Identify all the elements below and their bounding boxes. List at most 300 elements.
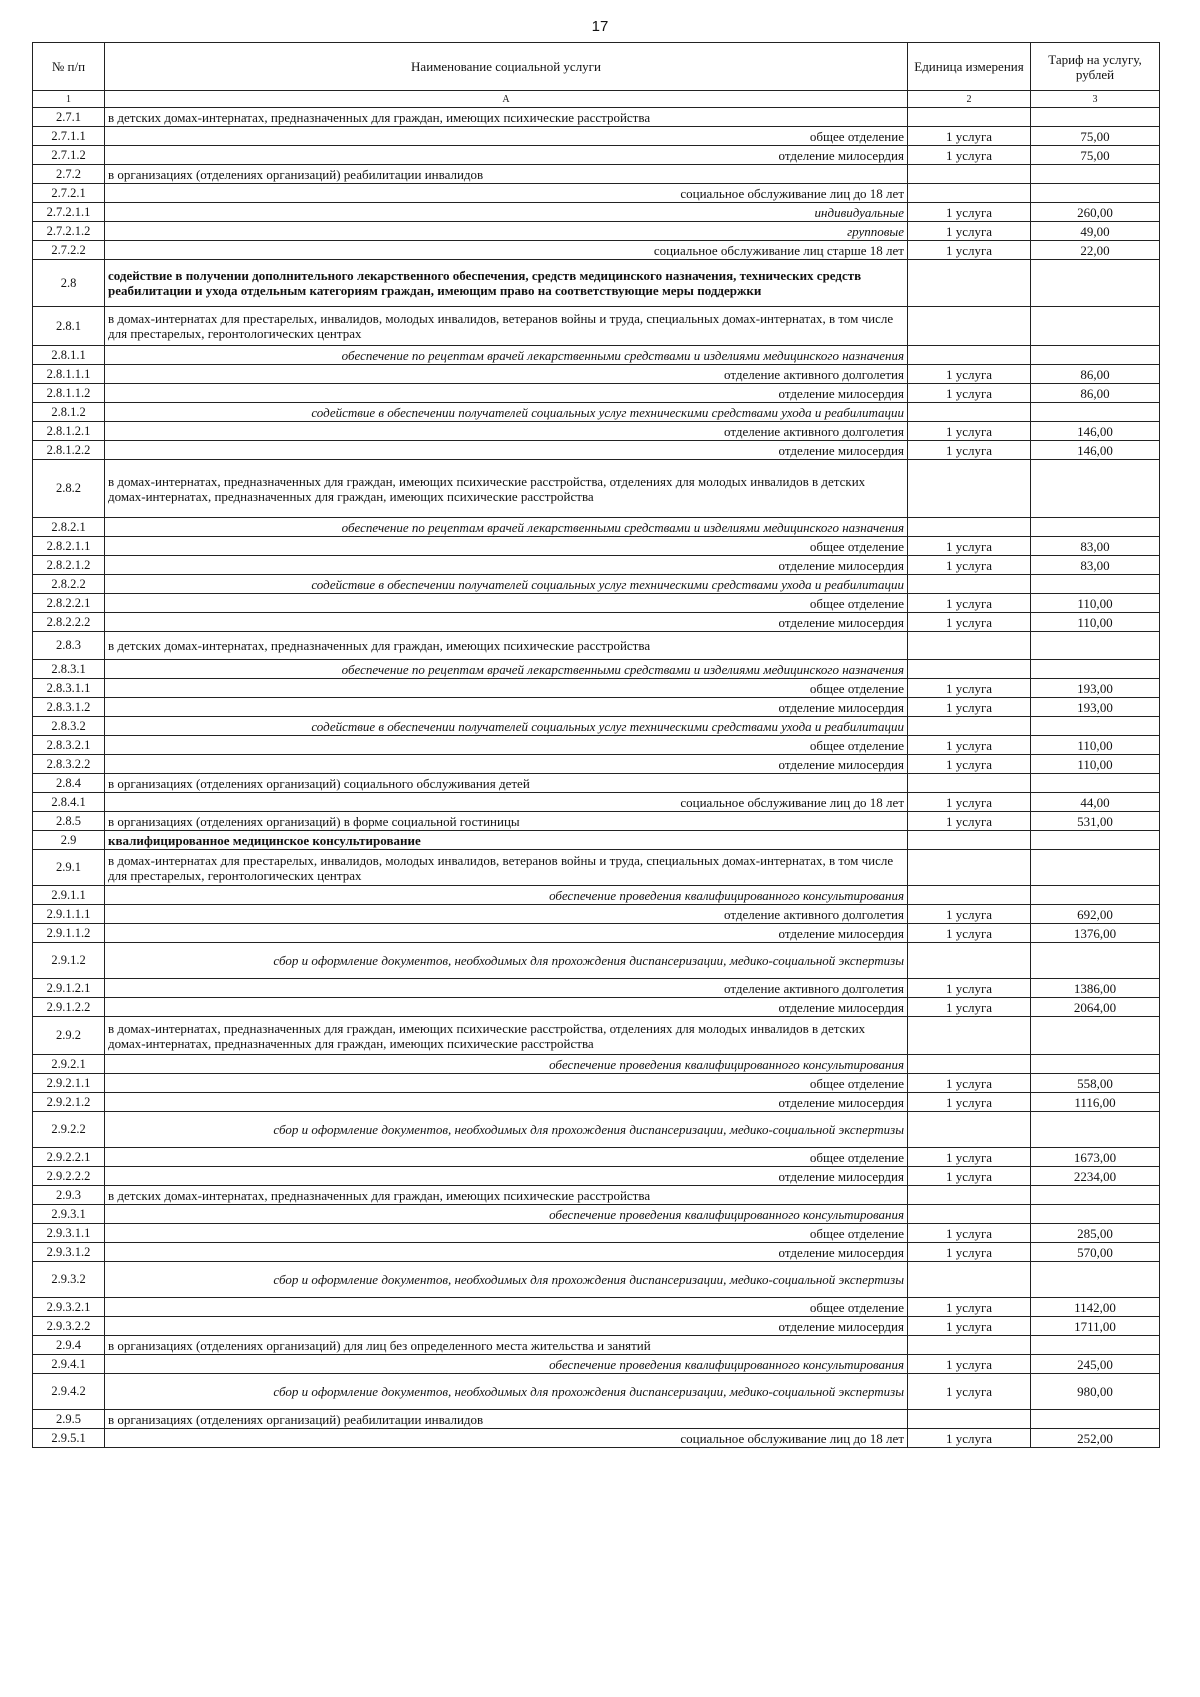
unit-of-measure: 1 услуга xyxy=(908,1298,1031,1317)
tariff-value: 1711,00 xyxy=(1031,1317,1160,1336)
table-row xyxy=(33,1093,1160,1112)
tariff-value: 1386,00 xyxy=(1031,979,1160,998)
tariff-value: 692,00 xyxy=(1031,905,1160,924)
service-name: социальное обслуживание лиц старше 18 лет xyxy=(105,241,908,260)
row-number: 2.7.1.2 xyxy=(33,146,105,165)
service-name: обеспечение проведения квалифицированного консультирования xyxy=(105,1055,908,1074)
tariff-value xyxy=(1031,1336,1160,1355)
table-row xyxy=(33,1374,1160,1410)
tariff-value xyxy=(1031,1262,1160,1298)
tariff-value xyxy=(1031,165,1160,184)
unit-of-measure: 1 услуга xyxy=(908,537,1031,556)
row-number: 2.9.1.2.2 xyxy=(33,998,105,1017)
unit-of-measure: 1 услуга xyxy=(908,1224,1031,1243)
table-row xyxy=(33,537,1160,556)
table-row xyxy=(33,793,1160,812)
unit-of-measure: 1 услуга xyxy=(908,556,1031,575)
table-row xyxy=(33,441,1160,460)
row-number: 2.9.3.2.2 xyxy=(33,1317,105,1336)
unit-of-measure xyxy=(908,1186,1031,1205)
unit-of-measure xyxy=(908,460,1031,518)
unit-of-measure xyxy=(908,403,1031,422)
table-row xyxy=(33,1298,1160,1317)
unit-of-measure: 1 услуга xyxy=(908,905,1031,924)
row-number: 2.8.2.2 xyxy=(33,575,105,594)
table-row xyxy=(33,422,1160,441)
unit-of-measure: 1 услуга xyxy=(908,1093,1031,1112)
unit-of-measure xyxy=(908,184,1031,203)
tariff-value: 22,00 xyxy=(1031,241,1160,260)
tariff-value xyxy=(1031,260,1160,307)
tariff-value xyxy=(1031,518,1160,537)
table-row xyxy=(33,1205,1160,1224)
row-number: 2.8.1.2 xyxy=(33,403,105,422)
table-row xyxy=(33,905,1160,924)
tariff-value: 2064,00 xyxy=(1031,998,1160,1017)
row-number: 2.8.2.1.1 xyxy=(33,537,105,556)
row-number: 2.9.1.1 xyxy=(33,886,105,905)
row-number: 2.8.1.2.1 xyxy=(33,422,105,441)
unit-of-measure: 1 услуга xyxy=(908,613,1031,632)
unit-of-measure xyxy=(908,660,1031,679)
tariff-value xyxy=(1031,1410,1160,1429)
unit-of-measure xyxy=(908,165,1031,184)
row-number: 2.8.4 xyxy=(33,774,105,793)
row-number: 2.8.3.1.1 xyxy=(33,679,105,698)
table-row xyxy=(33,1355,1160,1374)
unit-of-measure: 1 услуга xyxy=(908,127,1031,146)
service-name: отделение милосердия xyxy=(105,613,908,632)
unit-of-measure: 1 услуга xyxy=(908,365,1031,384)
unit-of-measure: 1 услуга xyxy=(908,1429,1031,1448)
service-name: общее отделение xyxy=(105,594,908,613)
unit-of-measure xyxy=(908,518,1031,537)
row-number: 2.8.1.1.2 xyxy=(33,384,105,403)
unit-of-measure xyxy=(908,346,1031,365)
unit-of-measure xyxy=(908,1112,1031,1148)
table-row xyxy=(33,924,1160,943)
tariff-value xyxy=(1031,774,1160,793)
tariff-value: 285,00 xyxy=(1031,1224,1160,1243)
unit-of-measure: 1 услуга xyxy=(908,222,1031,241)
table-row xyxy=(33,594,1160,613)
tariff-value: 531,00 xyxy=(1031,812,1160,831)
service-name: сбор и оформление документов, необходимых для прохождения диспансеризации, медико-социальной экспертизы xyxy=(105,1374,908,1410)
row-number: 2.7.2 xyxy=(33,165,105,184)
service-name: содействие в обеспечении получателей социальных услуг техническими средствами ухода и реабилитации xyxy=(105,717,908,736)
unit-of-measure: 1 услуга xyxy=(908,1074,1031,1093)
table-row xyxy=(33,146,1160,165)
service-name: обеспечение по рецептам врачей лекарственными средствами и изделиями медицинского назначения xyxy=(105,660,908,679)
row-number: 2.9.2.2 xyxy=(33,1112,105,1148)
service-name: в организациях (отделениях организаций) реабилитации инвалидов xyxy=(105,1410,908,1429)
service-name: содействие в обеспечении получателей социальных услуг техническими средствами ухода и реабилитации xyxy=(105,403,908,422)
row-number: 2.7.2.1 xyxy=(33,184,105,203)
service-name: обеспечение проведения квалифицированного консультирования xyxy=(105,1355,908,1374)
table-row xyxy=(33,307,1160,346)
unit-of-measure xyxy=(908,307,1031,346)
service-name: отделение милосердия xyxy=(105,755,908,774)
service-name: отделение активного долголетия xyxy=(105,422,908,441)
service-name: в организациях (отделениях организаций) социального обслуживания детей xyxy=(105,774,908,793)
service-name: в домах-интернатах, предназначенных для граждан, имеющих психические расстройства, отделениях для молодых инвалидов в детских домах-интернатах, предназначенных для граждан, имеющих психические расстройства xyxy=(105,460,908,518)
unit-of-measure: 1 услуга xyxy=(908,203,1031,222)
tariff-value xyxy=(1031,403,1160,422)
service-name: сбор и оформление документов, необходимых для прохождения диспансеризации, медико-социальной экспертизы xyxy=(105,1262,908,1298)
table-row xyxy=(33,403,1160,422)
tariff-value xyxy=(1031,575,1160,594)
table-row xyxy=(33,346,1160,365)
unit-of-measure: 1 услуга xyxy=(908,384,1031,403)
service-name: социальное обслуживание лиц до 18 лет xyxy=(105,1429,908,1448)
tariff-value: 1376,00 xyxy=(1031,924,1160,943)
table-row xyxy=(33,812,1160,831)
table-row xyxy=(33,717,1160,736)
tariff-value xyxy=(1031,886,1160,905)
table-row xyxy=(33,365,1160,384)
tariff-value xyxy=(1031,346,1160,365)
row-number: 2.9 xyxy=(33,831,105,850)
service-name: общее отделение xyxy=(105,1074,908,1093)
unit-of-measure: 1 услуга xyxy=(908,1374,1031,1410)
service-name: отделение активного долголетия xyxy=(105,905,908,924)
table-row xyxy=(33,1317,1160,1336)
unit-of-measure: 1 услуга xyxy=(908,1243,1031,1262)
column-index-cell: 1 xyxy=(33,91,105,108)
row-number: 2.8.1 xyxy=(33,307,105,346)
unit-of-measure: 1 услуга xyxy=(908,755,1031,774)
row-number: 2.9.1.2 xyxy=(33,943,105,979)
row-number: 2.9.1 xyxy=(33,850,105,886)
table-row xyxy=(33,241,1160,260)
tariff-value: 558,00 xyxy=(1031,1074,1160,1093)
table-row xyxy=(33,1017,1160,1055)
unit-of-measure xyxy=(908,260,1031,307)
unit-of-measure xyxy=(908,1336,1031,1355)
tariff-value: 86,00 xyxy=(1031,365,1160,384)
row-number: 2.9.3.1 xyxy=(33,1205,105,1224)
service-name: в домах-интернатах для престарелых, инвалидов, молодых инвалидов, ветеранов войны и труда, специальных домах-интернатах, в том числе для престарелых, геронтологических центрах xyxy=(105,850,908,886)
column-index-cell: А xyxy=(105,91,908,108)
service-name: обеспечение проведения квалифицированного консультирования xyxy=(105,886,908,905)
tariff-value: 2234,00 xyxy=(1031,1167,1160,1186)
table-row xyxy=(33,979,1160,998)
service-name: отделение милосердия xyxy=(105,146,908,165)
service-name: обеспечение по рецептам врачей лекарственными средствами и изделиями медицинского назначения xyxy=(105,346,908,365)
row-number: 2.9.1.2.1 xyxy=(33,979,105,998)
header-unit: Единица измерения xyxy=(908,43,1031,91)
unit-of-measure xyxy=(908,831,1031,850)
table-row xyxy=(33,1224,1160,1243)
unit-of-measure xyxy=(908,943,1031,979)
row-number: 2.9.2.1 xyxy=(33,1055,105,1074)
unit-of-measure: 1 услуга xyxy=(908,698,1031,717)
unit-of-measure: 1 услуга xyxy=(908,1167,1031,1186)
service-name: отделение милосердия xyxy=(105,698,908,717)
table-row xyxy=(33,108,1160,127)
unit-of-measure: 1 услуга xyxy=(908,422,1031,441)
tariff-value: 110,00 xyxy=(1031,613,1160,632)
tariff-value: 245,00 xyxy=(1031,1355,1160,1374)
page-number: 17 xyxy=(591,18,609,35)
table-row xyxy=(33,1148,1160,1167)
row-number: 2.7.2.2 xyxy=(33,241,105,260)
row-number: 2.8.2.2.2 xyxy=(33,613,105,632)
unit-of-measure: 1 услуга xyxy=(908,1317,1031,1336)
row-number: 2.8.3.1.2 xyxy=(33,698,105,717)
tariff-value xyxy=(1031,307,1160,346)
header-service-name: Наименование социальной услуги xyxy=(105,43,908,91)
service-name: отделение милосердия xyxy=(105,998,908,1017)
service-name: сбор и оформление документов, необходимых для прохождения диспансеризации, медико-социальной экспертизы xyxy=(105,943,908,979)
service-name: общее отделение xyxy=(105,1148,908,1167)
unit-of-measure xyxy=(908,886,1031,905)
unit-of-measure: 1 услуга xyxy=(908,241,1031,260)
table-row xyxy=(33,575,1160,594)
table-row xyxy=(33,1243,1160,1262)
tariff-value xyxy=(1031,1017,1160,1055)
service-name: социальное обслуживание лиц до 18 лет xyxy=(105,184,908,203)
table-row xyxy=(33,660,1160,679)
tariff-value: 146,00 xyxy=(1031,422,1160,441)
unit-of-measure: 1 услуга xyxy=(908,594,1031,613)
table-row xyxy=(33,1262,1160,1298)
tariff-value: 49,00 xyxy=(1031,222,1160,241)
service-name: в домах-интернатах для престарелых, инвалидов, молодых инвалидов, ветеранов войны и труда, специальных домах-интернатах, в том числе для престарелых, геронтологических центрах xyxy=(105,307,908,346)
service-name: общее отделение xyxy=(105,127,908,146)
unit-of-measure xyxy=(908,774,1031,793)
table-row xyxy=(33,556,1160,575)
table-row xyxy=(33,127,1160,146)
column-index-cell: 2 xyxy=(908,91,1031,108)
unit-of-measure xyxy=(908,632,1031,660)
table-row xyxy=(33,998,1160,1017)
service-name: социальное обслуживание лиц до 18 лет xyxy=(105,793,908,812)
row-number: 2.9.3.1.2 xyxy=(33,1243,105,1262)
unit-of-measure: 1 услуга xyxy=(908,793,1031,812)
tariff-value: 570,00 xyxy=(1031,1243,1160,1262)
tariff-value xyxy=(1031,108,1160,127)
tariff-value: 83,00 xyxy=(1031,556,1160,575)
unit-of-measure: 1 услуга xyxy=(908,1355,1031,1374)
tariff-value: 1673,00 xyxy=(1031,1148,1160,1167)
row-number: 2.9.3 xyxy=(33,1186,105,1205)
row-number: 2.9.3.2.1 xyxy=(33,1298,105,1317)
service-name: сбор и оформление документов, необходимых для прохождения диспансеризации, медико-социальной экспертизы xyxy=(105,1112,908,1148)
header-num: № п/п xyxy=(33,43,105,91)
tariff-value xyxy=(1031,943,1160,979)
row-number: 2.8.2.2.1 xyxy=(33,594,105,613)
table-row xyxy=(33,943,1160,979)
tariff-table xyxy=(32,42,1160,1448)
tariff-value xyxy=(1031,850,1160,886)
table-row xyxy=(33,165,1160,184)
row-number: 2.8.1.2.2 xyxy=(33,441,105,460)
table-row xyxy=(33,1112,1160,1148)
row-number: 2.8.3.1 xyxy=(33,660,105,679)
service-name: обеспечение проведения квалифицированного консультирования xyxy=(105,1205,908,1224)
tariff-value: 86,00 xyxy=(1031,384,1160,403)
table-row xyxy=(33,850,1160,886)
tariff-value: 1142,00 xyxy=(1031,1298,1160,1317)
tariff-value: 110,00 xyxy=(1031,736,1160,755)
row-number: 2.8.2.1 xyxy=(33,518,105,537)
table-row xyxy=(33,831,1160,850)
row-number: 2.8.3.2.2 xyxy=(33,755,105,774)
unit-of-measure xyxy=(908,1205,1031,1224)
service-name: содействие в получении дополнительного лекарственного обеспечения, средств медицинского назначения, технических средств реабилитации и ухода отдельным категориям граждан, имеющим право на соответствующие меры поддержки xyxy=(105,260,908,307)
row-number: 2.9.1.1.2 xyxy=(33,924,105,943)
tariff-value xyxy=(1031,1205,1160,1224)
service-name: отделение милосердия xyxy=(105,1243,908,1262)
tariff-value: 1116,00 xyxy=(1031,1093,1160,1112)
unit-of-measure xyxy=(908,1410,1031,1429)
table-row xyxy=(33,518,1160,537)
row-number: 2.8.1.1 xyxy=(33,346,105,365)
tariff-value xyxy=(1031,717,1160,736)
service-name: общее отделение xyxy=(105,537,908,556)
service-name: отделение милосердия xyxy=(105,384,908,403)
tariff-value xyxy=(1031,184,1160,203)
row-number: 2.7.2.1.1 xyxy=(33,203,105,222)
tariff-value: 193,00 xyxy=(1031,698,1160,717)
row-number: 2.7.1 xyxy=(33,108,105,127)
column-index-cell: 3 xyxy=(1031,91,1160,108)
table-row xyxy=(33,613,1160,632)
table-body xyxy=(33,108,1160,1448)
table-row xyxy=(33,886,1160,905)
table-row xyxy=(33,384,1160,403)
service-name: отделение активного долголетия xyxy=(105,979,908,998)
service-name: отделение милосердия xyxy=(105,1317,908,1336)
service-name: обеспечение по рецептам врачей лекарственными средствами и изделиями медицинского назначения xyxy=(105,518,908,537)
service-name: общее отделение xyxy=(105,1224,908,1243)
column-index-row xyxy=(33,91,1160,108)
row-number: 2.8.2 xyxy=(33,460,105,518)
table-row xyxy=(33,774,1160,793)
row-number: 2.9.5 xyxy=(33,1410,105,1429)
row-number: 2.8.1.1.1 xyxy=(33,365,105,384)
table-header-row xyxy=(33,43,1160,91)
row-number: 2.9.1.1.1 xyxy=(33,905,105,924)
row-number: 2.9.3.2 xyxy=(33,1262,105,1298)
row-number: 2.9.2.2.1 xyxy=(33,1148,105,1167)
service-name: содействие в обеспечении получателей социальных услуг техническими средствами ухода и реабилитации xyxy=(105,575,908,594)
unit-of-measure xyxy=(908,575,1031,594)
unit-of-measure xyxy=(908,1017,1031,1055)
unit-of-measure: 1 услуга xyxy=(908,679,1031,698)
service-name: групповые xyxy=(105,222,908,241)
tariff-value: 146,00 xyxy=(1031,441,1160,460)
row-number: 2.8.5 xyxy=(33,812,105,831)
row-number: 2.9.2.2.2 xyxy=(33,1167,105,1186)
service-name: квалифицированное медицинское консультирование xyxy=(105,831,908,850)
row-number: 2.9.4.2 xyxy=(33,1374,105,1410)
service-name: общее отделение xyxy=(105,736,908,755)
unit-of-measure xyxy=(908,1262,1031,1298)
tariff-value: 83,00 xyxy=(1031,537,1160,556)
unit-of-measure xyxy=(908,108,1031,127)
unit-of-measure xyxy=(908,850,1031,886)
service-name: в организациях (отделениях организаций) реабилитации инвалидов xyxy=(105,165,908,184)
service-name: отделение милосердия xyxy=(105,1093,908,1112)
table-row xyxy=(33,1410,1160,1429)
service-name: в детских домах-интернатах, предназначенных для граждан, имеющих психические расстройства xyxy=(105,632,908,660)
service-name: в детских домах-интернатах, предназначенных для граждан, имеющих психические расстройства xyxy=(105,1186,908,1205)
header-tariff: Тариф на услугу, рублей xyxy=(1031,43,1160,91)
tariff-value xyxy=(1031,1055,1160,1074)
service-name: в домах-интернатах, предназначенных для граждан, имеющих психические расстройства, отделениях для молодых инвалидов в детских домах-интернатах, предназначенных для граждан, имеющих психические расстройства xyxy=(105,1017,908,1055)
service-name: отделение милосердия xyxy=(105,556,908,575)
tariff-value: 75,00 xyxy=(1031,127,1160,146)
table-row xyxy=(33,203,1160,222)
unit-of-measure xyxy=(908,1055,1031,1074)
table-row xyxy=(33,1055,1160,1074)
row-number: 2.8.2.1.2 xyxy=(33,556,105,575)
tariff-value: 110,00 xyxy=(1031,755,1160,774)
table-row xyxy=(33,1074,1160,1093)
tariff-value xyxy=(1031,660,1160,679)
tariff-value: 980,00 xyxy=(1031,1374,1160,1410)
table-row xyxy=(33,1167,1160,1186)
unit-of-measure: 1 услуга xyxy=(908,979,1031,998)
tariff-value xyxy=(1031,1186,1160,1205)
unit-of-measure: 1 услуга xyxy=(908,1148,1031,1167)
table-row xyxy=(33,1336,1160,1355)
unit-of-measure: 1 услуга xyxy=(908,146,1031,165)
row-number: 2.7.1.1 xyxy=(33,127,105,146)
table-row xyxy=(33,222,1160,241)
unit-of-measure: 1 услуга xyxy=(908,812,1031,831)
tariff-value: 193,00 xyxy=(1031,679,1160,698)
service-name: общее отделение xyxy=(105,679,908,698)
tariff-value: 75,00 xyxy=(1031,146,1160,165)
tariff-value xyxy=(1031,831,1160,850)
table-row xyxy=(33,184,1160,203)
row-number: 2.9.5.1 xyxy=(33,1429,105,1448)
tariff-value xyxy=(1031,1112,1160,1148)
tariff-value xyxy=(1031,460,1160,518)
table-row xyxy=(33,460,1160,518)
unit-of-measure: 1 услуга xyxy=(908,441,1031,460)
service-name: отделение милосердия xyxy=(105,1167,908,1186)
table-row xyxy=(33,1429,1160,1448)
service-name: индивидуальные xyxy=(105,203,908,222)
service-name: отделение милосердия xyxy=(105,441,908,460)
service-name: отделение милосердия xyxy=(105,924,908,943)
tariff-value: 252,00 xyxy=(1031,1429,1160,1448)
table-row xyxy=(33,698,1160,717)
tariff-value: 44,00 xyxy=(1031,793,1160,812)
service-name: в организациях (отделениях организаций) для лиц без определенного места жительства и занятий xyxy=(105,1336,908,1355)
tariff-value: 110,00 xyxy=(1031,594,1160,613)
service-name: отделение активного долголетия xyxy=(105,365,908,384)
row-number: 2.8.3.2.1 xyxy=(33,736,105,755)
unit-of-measure: 1 услуга xyxy=(908,736,1031,755)
row-number: 2.9.3.1.1 xyxy=(33,1224,105,1243)
row-number: 2.9.4.1 xyxy=(33,1355,105,1374)
row-number: 2.7.2.1.2 xyxy=(33,222,105,241)
row-number: 2.9.2.1.1 xyxy=(33,1074,105,1093)
unit-of-measure: 1 услуга xyxy=(908,924,1031,943)
table-row xyxy=(33,755,1160,774)
row-number: 2.8.3.2 xyxy=(33,717,105,736)
row-number: 2.8.4.1 xyxy=(33,793,105,812)
table-row xyxy=(33,260,1160,307)
unit-of-measure xyxy=(908,717,1031,736)
row-number: 2.8.3 xyxy=(33,632,105,660)
table-row xyxy=(33,679,1160,698)
